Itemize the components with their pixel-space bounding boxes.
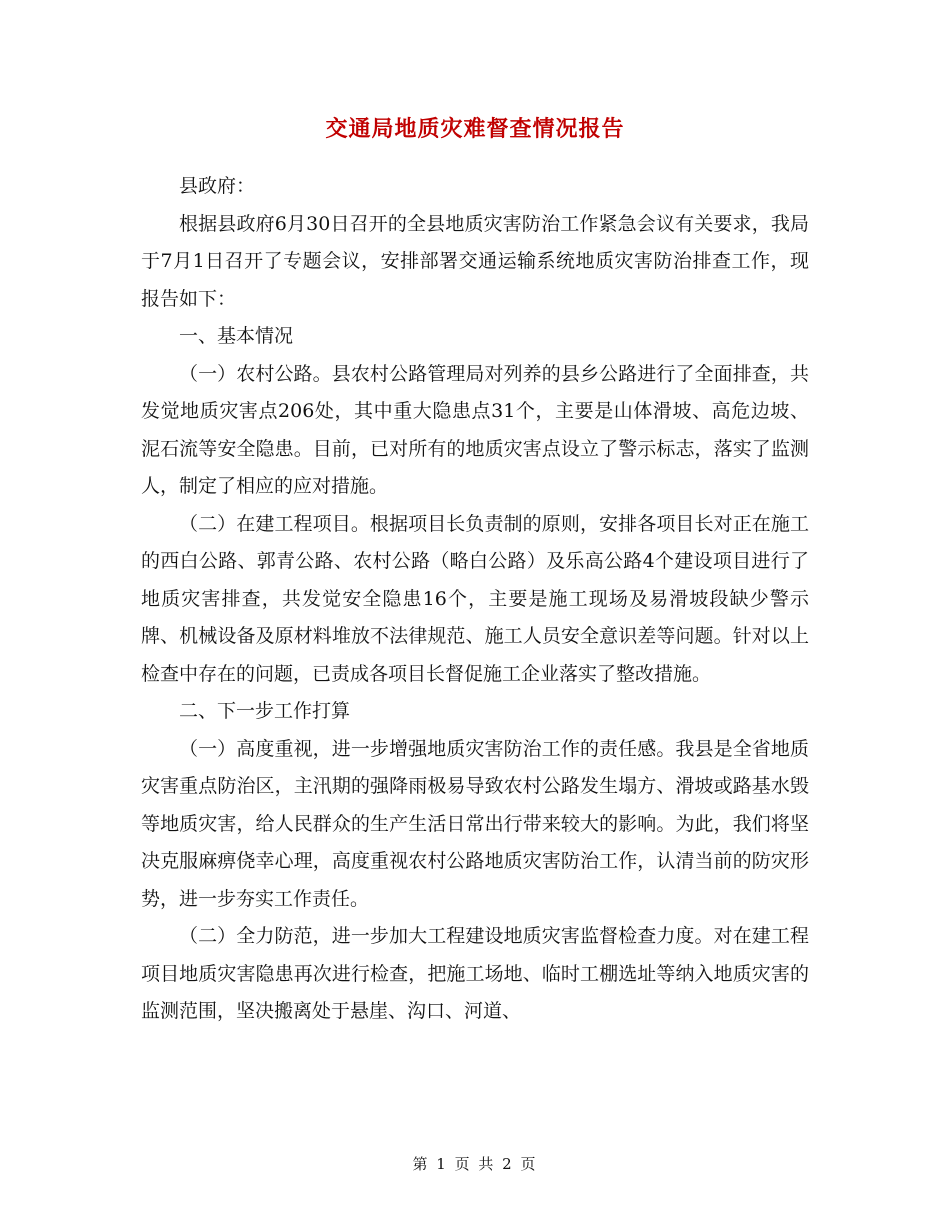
salutation: 县政府： [179, 175, 256, 197]
section-heading-next-steps: 二、下一步工作打算 [179, 700, 351, 722]
document-body [141, 168, 809, 1031]
paragraph-rural-roads: （一）农村公路。县农村公路管理局对列养的县乡公路进行了全面排查，共发觉地质灾害点206处，其中重大隐患点31个，主要是山体滑坡、高危边坡、泥石流等安全隐患。目前，已对所有的地质灾害点设立了警示标志，落实了监测人，制定了相应的应对措施。 [141, 362, 809, 497]
paragraph-intro: 根据县政府6月30日召开的全县地质灾害防治工作紧急会议有关要求，我局于7月1日召开了专题会议，安排部署交通运输系统地质灾害防治排查工作，现报告如下： [141, 212, 809, 310]
paragraph-construction-projects: （二）在建工程项目。根据项目长负责制的原则，安排各项目长对正在施工的西白公路、郭青公路、农村公路（略白公路）及乐高公路4个建设项目进行了地质灾害排查，共发觉安全隐患16个，主要是施工现场及易滑坡段缺少警示牌、机械设备及原材料堆放不法律规范、施工人员安全意识差等问题。针对以上检查中存在的问题，已责成各项目长督促施工企业落实了整改措施。 [141, 512, 809, 685]
section-heading-basic-situation: 一、基本情况 [179, 325, 294, 347]
paragraph-high-attention: （一）高度重视，进一步增强地质灾害防治工作的责任感。我县是全省地质灾害重点防治区，主汛期的强降雨极易导致农村公路发生塌方、滑坡或路基水毁等地质灾害，给人民群众的生产生活日常出行带来较大的影响。为此，我们将坚决克服麻痹侥幸心理，高度重视农村公路地质灾害防治工作，认清当前的防灾形势，进一步夯实工作责任。 [141, 737, 809, 910]
paragraph-full-prevention: （二）全力防范，进一步加大工程建设地质灾害监督检查力度。对在建工程项目地质灾害隐患再次进行检查，把施工场地、临时工棚选址等纳入地质灾害的监测范围，坚决搬离处于悬崖、沟口、河道、 [141, 925, 809, 1022]
page-number-footer: 第 1 页 共 2 页 [412, 1155, 538, 1173]
document-title: 交通局地质灾难督查情况报告 [325, 116, 625, 142]
